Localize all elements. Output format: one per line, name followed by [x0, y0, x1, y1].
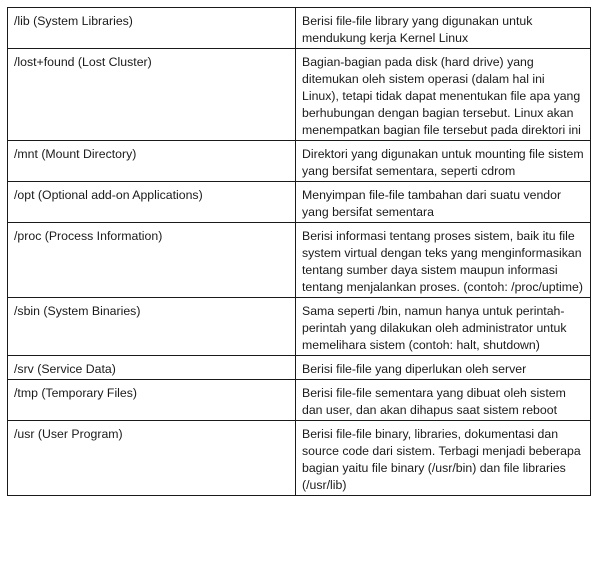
description-cell: Menyimpan file-file tambahan dari suatu vendor yang bersifat sementara [296, 182, 591, 223]
description-cell: Bagian-bagian pada disk (hard drive) yang ditemukan oleh sistem operasi (dalam hal ini Linux), tetapi tidak dapat menentukan file apa yang berhubungan dengan bagian tersebut. Linux akan menempatkan bagian file tersebut pada direktori ini [296, 49, 591, 141]
directory-table [7, 7, 591, 496]
table-row [8, 223, 591, 298]
directory-cell: /usr (User Program) [8, 421, 296, 496]
directory-cell: /proc (Process Information) [8, 223, 296, 298]
table-row [8, 8, 591, 49]
table-row [8, 182, 591, 223]
directory-cell: /lost+found (Lost Cluster) [8, 49, 296, 141]
description-cell: Direktori yang digunakan untuk mounting file sistem yang bersifat sementara, seperti cdrom [296, 141, 591, 182]
description-cell: Berisi informasi tentang proses sistem, baik itu file system virtual dengan teks yang menginformasikan tentang sumber daya sistem maupun informasi tentang menjalankan proses. (contoh: /proc/uptime) [296, 223, 591, 298]
description-cell: Berisi file-file library yang digunakan untuk mendukung kerja Kernel Linux [296, 8, 591, 49]
table-row [8, 356, 591, 380]
description-cell: Berisi file-file binary, libraries, dokumentasi dan source code dari sistem. Terbagi menjadi beberapa bagian yaitu file binary (/usr/bin) dan file libraries (/usr/lib) [296, 421, 591, 496]
description-cell: Berisi file-file sementara yang dibuat oleh sistem dan user, dan akan dihapus saat sistem reboot [296, 380, 591, 421]
directory-cell: /srv (Service Data) [8, 356, 296, 380]
directory-cell: /opt (Optional add-on Applications) [8, 182, 296, 223]
directory-cell: /sbin (System Binaries) [8, 298, 296, 356]
directory-cell: /tmp (Temporary Files) [8, 380, 296, 421]
description-cell: Sama seperti /bin, namun hanya untuk perintah-perintah yang dilakukan oleh administrator untuk memelihara sistem (contoh: halt, shutdown) [296, 298, 591, 356]
table-row [8, 49, 591, 141]
table-row [8, 421, 591, 496]
table-row [8, 298, 591, 356]
directory-cell: /lib (System Libraries) [8, 8, 296, 49]
directory-cell: /mnt (Mount Directory) [8, 141, 296, 182]
table-row [8, 380, 591, 421]
description-cell: Berisi file-file yang diperlukan oleh server [296, 356, 591, 380]
table-row [8, 141, 591, 182]
